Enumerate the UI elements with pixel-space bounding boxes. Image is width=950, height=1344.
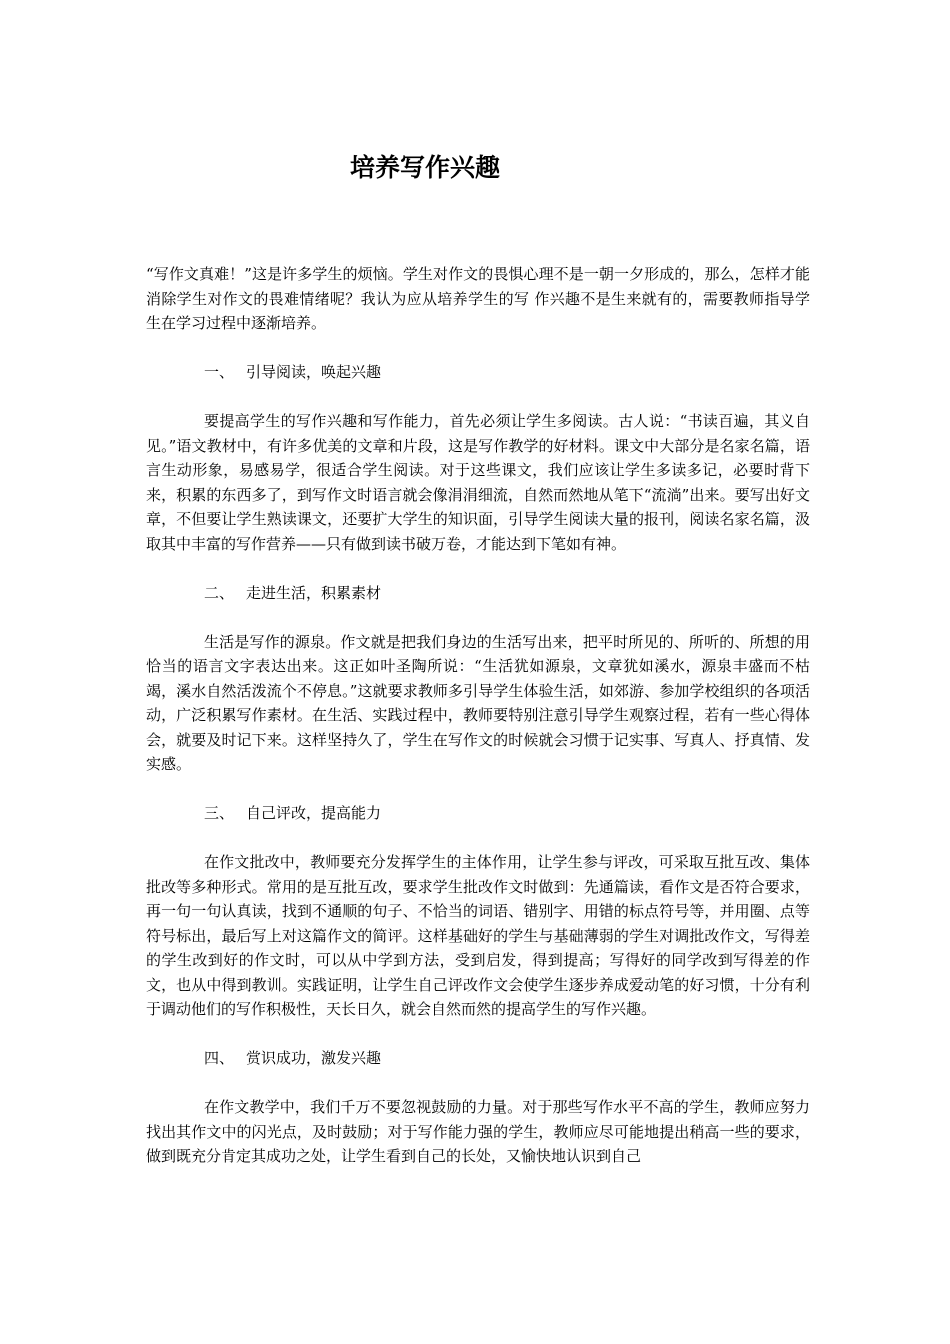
document-body [146,262,810,1193]
section-heading-text: 走进生活，积累素材 [246,583,382,602]
section-heading-1 [146,360,810,385]
intro-paragraph: “写作文真难！”这是许多学生的烦恼。学生对作文的畏惧心理不是一朝一夕形成的，那么，怎样才能消除学生对作文的畏难情绪呢？我认为应从培养学生的写 作兴趣不是生来就有的，需要教师指导学生在学习过程中逐渐培养。 [146,265,810,332]
section-heading-4 [146,1046,810,1071]
section-number: 二、 [204,583,235,602]
section-number: 四、 [204,1049,235,1067]
section-heading-text: 自己评改，提高能力 [246,804,382,822]
section-heading-2 [146,581,810,606]
section-paragraph-4: 在作文教学中，我们千万不要忽视鼓励的力量。对于那些写作水平不高的学生，教师应努力找出其作文中的闪光点，及时鼓励；对于写作能力强的学生，教师应尽可能地提出稍高一些的要求，做到既充分肯定其成功之处，让学生看到自己的长处，又愉快地认识到自己 [146,1098,810,1165]
section-number: 一、 [204,363,235,381]
section-heading-text: 引导阅读，唤起兴趣 [246,363,382,381]
section-paragraph-2: 生活是写作的源泉。作文就是把我们身边的生活写出来，把平时所见的、所听的、所想的用恰当的语言文字表达出来。这正如叶圣陶所说：“生活犹如源泉，文章犹如溪水，源泉丰盛而不枯竭，溪水自然活泼流个不停息。”这就要求教师多引导学生体验生活，如郊游、参加学校组织的各项活动，广泛积累写作素材。在生活、实践过程中，教师要特别注意引导学生观察过程，若有一些心得体会，就要及时记下来。这样坚持久了，学生在写作文的时候就会习惯于记实事、写真人、抒真情、发实感。 [146,632,810,773]
section-heading-text: 赏识成功，激发兴趣 [246,1049,382,1067]
section-paragraph-3: 在作文批改中，教师要充分发挥学生的主体作用，让学生参与评改，可采取互批互改、集体批改等多种形式。常用的是互批互改，要求学生批改作文时做到：先通篇读，看作文是否符合要求，再一句一句认真读，找到不通顺的句子、不恰当的词语、错别字、用错的标点符号等，并用圈、点等符号标出，最后写上对这篇作文的简评。这样基础好的学生与基础薄弱的学生对调批改作文，写得差的学生改到好的作文时，可以从中学到方法，受到启发，得到提高；写得好的同学改到写得差的作文，也从中得到教训。实践证明，让学生自己评改作文会使学生逐步养成爱动笔的好习惯，十分有利于调动他们的写作积极性，天长日久，就会自然而然的提高学生的写作兴趣。 [146,853,810,1018]
section-heading-3 [146,801,810,826]
section-paragraph-1: 要提高学生的写作兴趣和写作能力，首先必须让学生多阅读。古人说：“书读百遍，其义自见。”语文教材中，有许多优美的文章和片段，这是写作教学的好材料。课文中大部分是名家名篇，语言生动形象，易感易学，很适合学生阅读。对于这些课文，我们应该让学生多读多记，必要时背下来，积累的东西多了，到写作文时语言就会像涓涓细流，自然而然地从笔下“流淌”出来。要写出好文章，不但要让学生熟读课文，还要扩大学生的知识面，引导学生阅读大量的报刊，阅读名家名篇，汲取其中丰富的写作营养——只有做到读书破万卷，才能达到下笔如有神。 [146,412,810,553]
section-number: 三、 [204,804,235,822]
document-title: 培养写作兴趣 [349,153,500,182]
